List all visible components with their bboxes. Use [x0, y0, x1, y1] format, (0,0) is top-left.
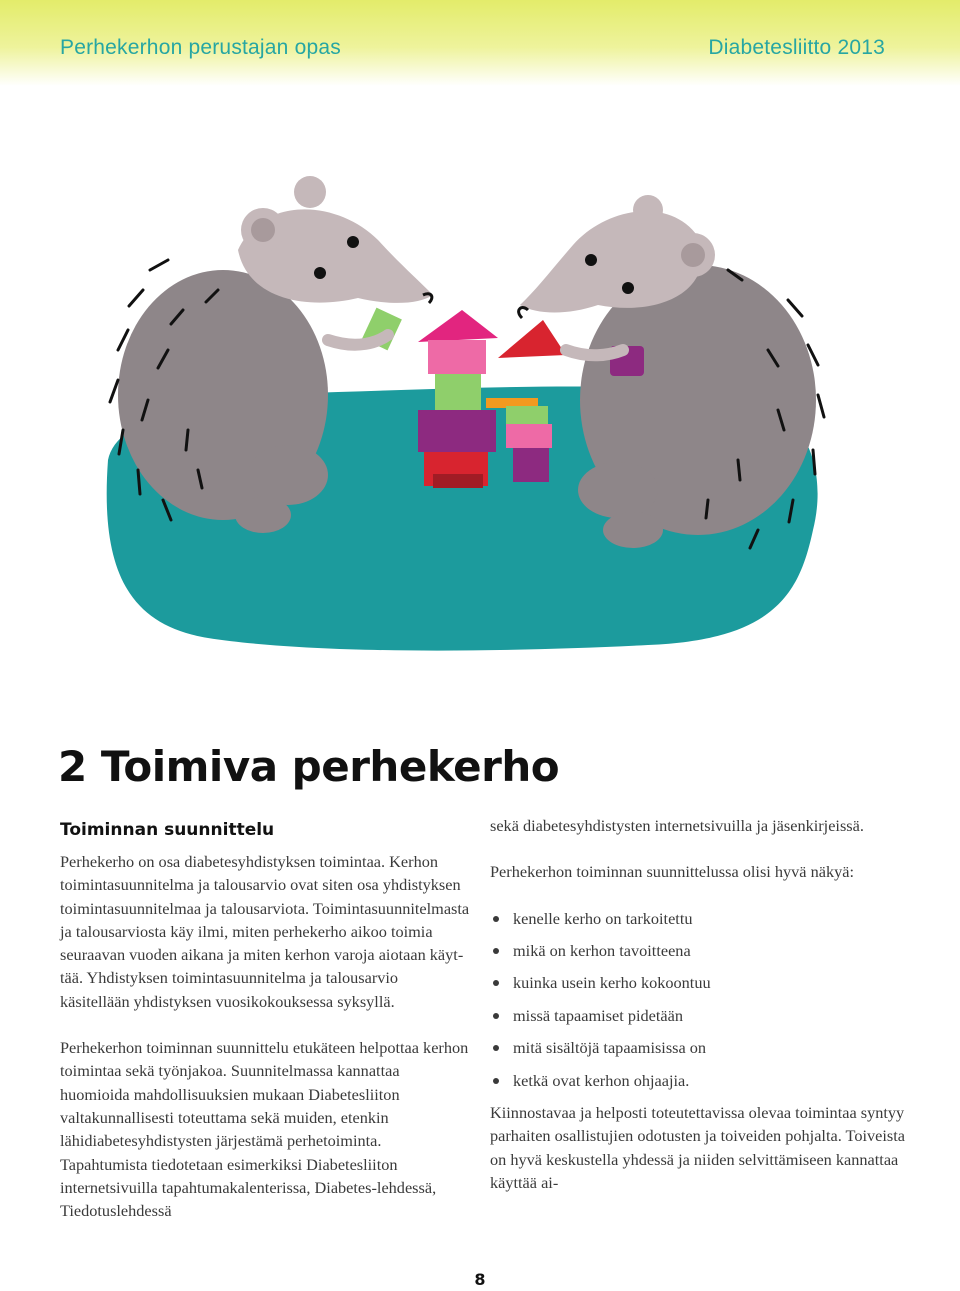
red-triangle-block-held: [498, 320, 566, 358]
list-item: mitä sisältöjä tapaamisissa on: [490, 1036, 910, 1068]
left-hedgehog-head: [238, 176, 433, 303]
document-title: Perhekerhon perustajan opas: [60, 36, 341, 59]
paragraph: Kiinnostavaa ja helposti toteutettavissa olevaa toimintaa syntyy parhaiten osallistujien odotusten ja toiveiden pohjalta. Toiveista on hyvä keskustella yhdessä ja niiden selvittämiseen kannattaa käyttää ai-: [490, 1102, 905, 1192]
list-item: ketkä ovat kerhon ohjaajia.: [490, 1069, 910, 1101]
hedgehogs-building-blocks-illustration: [88, 170, 848, 670]
chapter-title: 2 Toimiva perhekerho: [58, 742, 560, 791]
bullet-list: [490, 907, 910, 1101]
paragraph: sekä diabetesyhdistysten internetsivuilla ja jäsenkirjeissä.: [490, 816, 864, 835]
paragraph: Perhekerho on osa diabetesyhdistyksen toimintaa. Kerhon toimintasuunnitelma ja talousarvio ovat siten osa yhdistyksen toimintasuunnitelmaa ja talousarviota. Toimintasuunnitelmasta ja talousarviosta käy ilmi, miten perhekerho aikoo toimia seuraavan vuoden aikana ja miten kerhon varoja aiotaan käyttää. Yhdistyksen toimintasuunnitelma ja talousarvio käsitellään yhdistyksen vuosikokouksessa syksyllä.: [60, 852, 470, 1011]
paragraph: Perhekerhon toiminnan suunnittelu etukäteen helpottaa kerhon toimintaa sekä työnjakoa. Suunnitelmassa kannattaa huomioida mahdollisuuksien mukaan Diabetesliiton valtakunnallisesti toteuttama sekä muiden, etenkin lähidiabetesyhdistysten järjestämä perhetoiminta. Tapahtumista tiedotetaan esimerkiksi Diabetesliiton internetsivuilla tapahtumakalenterissa, Diabetes-lehdessä, Tiedotuslehdessä: [60, 1038, 469, 1221]
page-number: 8: [474, 1270, 486, 1289]
right-text-column: [490, 814, 910, 1194]
list-item: missä tapaamiset pidetään: [490, 1004, 910, 1036]
paragraph: Perhekerhon toiminnan suunnittelussa olisi hyvä näkyä:: [490, 862, 855, 882]
publisher-year: Diabetesliitto 2013: [708, 36, 885, 59]
list-item: mikä on kerhon tavoitteena: [490, 939, 910, 971]
section-title: Toiminnan suunnittelu: [60, 820, 275, 840]
list-item: kuinka usein kerho kokoontuu: [490, 971, 910, 1003]
page-header: [0, 0, 960, 86]
left-text-column: [60, 850, 470, 1222]
list-item: kenelle kerho on tarkoitettu: [490, 907, 910, 939]
